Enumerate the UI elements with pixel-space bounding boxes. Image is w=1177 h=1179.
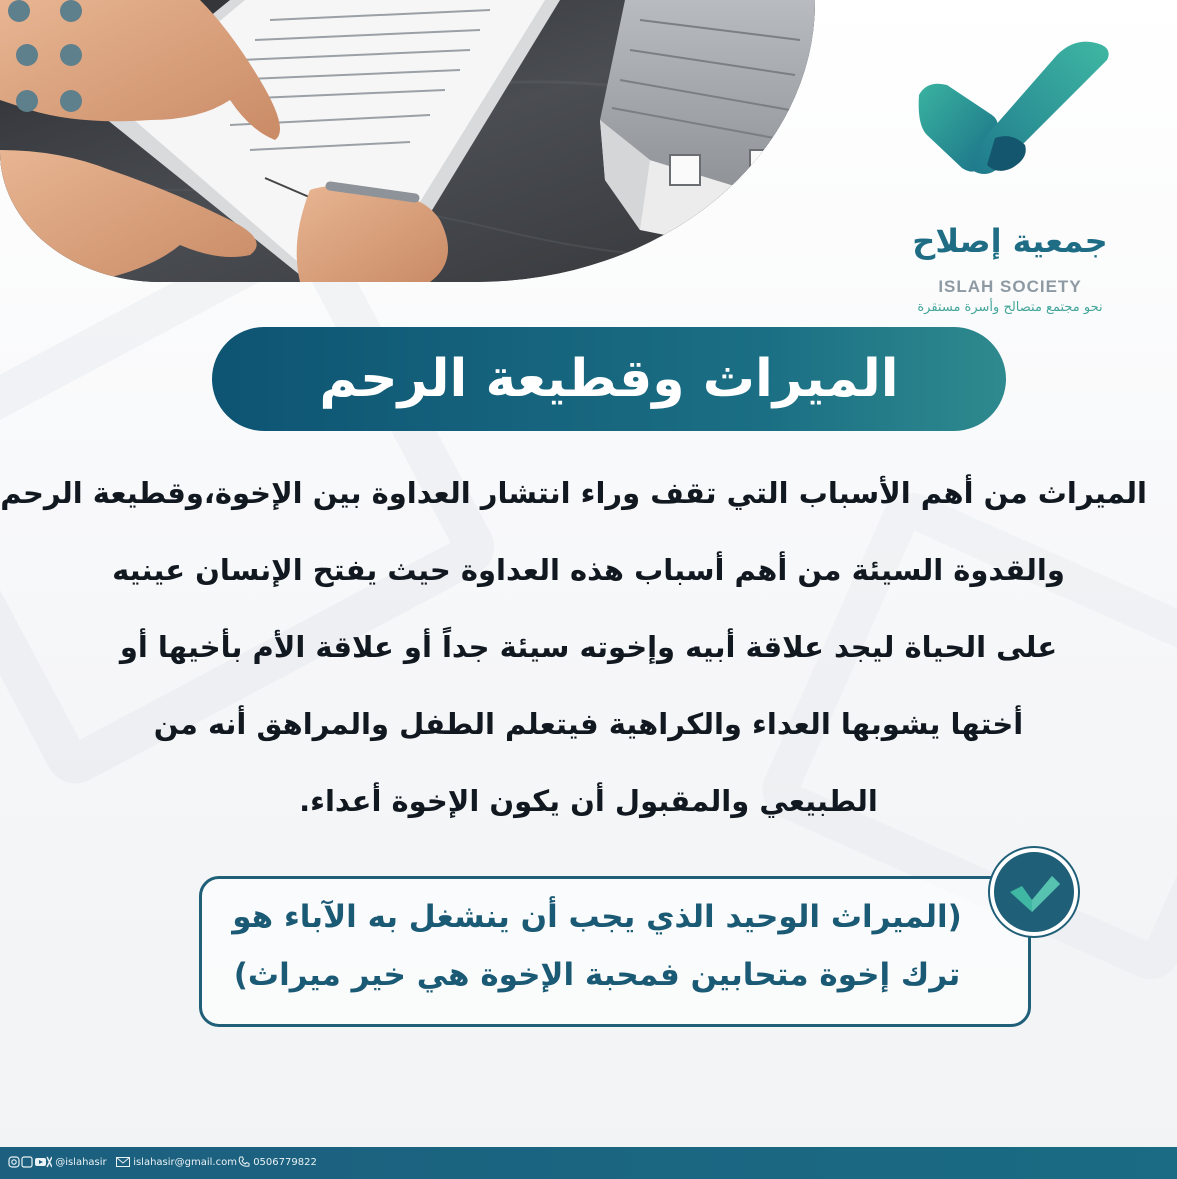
logo-tagline: نحو مجتمع متصالح وأسرة مستقرة [917, 300, 1103, 315]
footer-email-text: islahasir@gmail.com [133, 1157, 237, 1168]
quote-line: (الميراث الوحيد الذي يجب أن ينشغل به الآباء هو [232, 899, 962, 935]
footer-social[interactable] [8, 1147, 107, 1179]
body-line: الميراث من أهم الأسباب التي تقف وراء انتشار العداوة بين الإخوة،وقطيعة الرحم [0, 476, 1147, 510]
body-line: على الحياة ليجد علاقة أبيه وإخوته سيئة جداً أو علاقة الأم بأخيها أو [119, 630, 1058, 664]
body-line: أختها يشوبها العداء والكراهية فيتعلم الطفل والمراهق أنه من [153, 707, 1024, 741]
footer-phone[interactable] [238, 1147, 317, 1179]
quote-line: ترك إخوة متحابين فمحبة الإخوة هي خير ميراث) [233, 957, 961, 993]
logo-arabic-name: جمعية إصلاح [912, 222, 1108, 260]
body-paragraph [0, 455, 1147, 840]
phone-icon [238, 1156, 250, 1168]
footer-phone-text: 0506779822 [253, 1157, 317, 1168]
body-line: الطبيعي والمقبول أن يكون الإخوة أعداء. [299, 784, 878, 818]
footer-bar [0, 1147, 1177, 1179]
footer-email[interactable] [116, 1147, 237, 1179]
body-line: والقدوة السيئة من أهم أسباب هذه العداوة حيث يفتح الإنسان عينيه [112, 553, 1065, 587]
islah-society-logo [905, 40, 1125, 315]
quote-box [199, 876, 1031, 1027]
quote-check-icon [990, 848, 1078, 936]
mail-icon [116, 1157, 130, 1167]
title-banner [212, 327, 1006, 431]
social-icons [8, 1156, 52, 1168]
logo-english-name: ISLAH SOCIETY [938, 277, 1082, 296]
footer-handle: @islahasir [55, 1157, 107, 1168]
decorative-dots [8, 0, 88, 120]
checkmark-logo-icon [917, 40, 1112, 190]
page-title: الميراث وقطيعة الرحم [319, 349, 899, 409]
